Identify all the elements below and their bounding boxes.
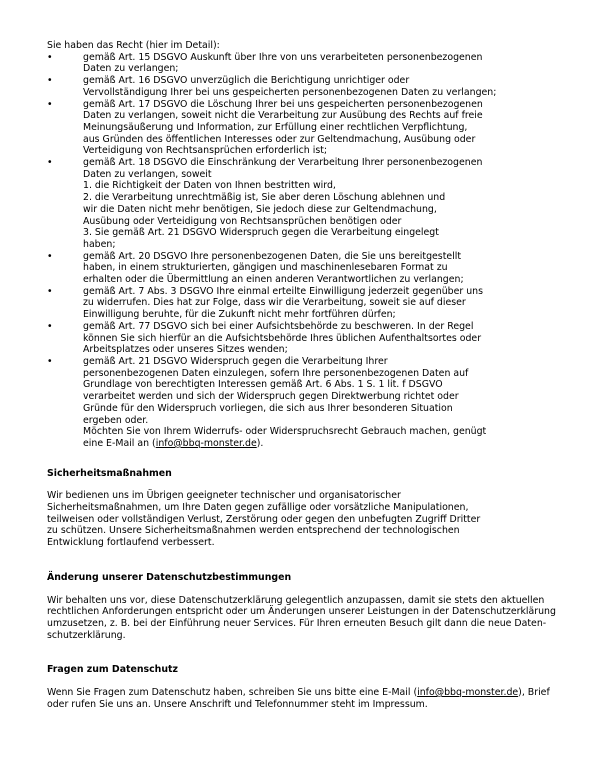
changes-text-line: umzusetzen, z. B. bei der Einführung neuer Services. Für Ihren erneuten Besuch gilt dann die neue Daten- <box>47 617 547 629</box>
rights-item-line: verarbeitet werden und sich der Widerspruch gegen Direktwerbung richtet oder <box>83 391 459 403</box>
security-text-line: Entwicklung fortlaufend verbessert. <box>47 537 215 549</box>
rights-item-line: gemäß Art. 21 DSGVO Widerspruch gegen die Verarbeitung Ihrer <box>83 355 388 367</box>
rights-list <box>47 52 567 450</box>
rights-item-line: Daten zu verlangen, soweit <box>83 168 212 180</box>
bullet-icon: • <box>47 98 53 110</box>
rights-item-line: Ausübung oder Verteidigung von Rechtsansprüchen benötigen oder <box>83 215 402 227</box>
questions-section <box>47 664 567 710</box>
rights-item <box>47 321 567 356</box>
security-text-line: zu schützen. Unsere Sicherheitsmaßnahmen werden entsprechend der technologischen <box>47 525 460 537</box>
rights-item-line: Möchten Sie von Ihrem Widerrufs- oder Widerspruchsrecht Gebrauch machen, genügt <box>83 426 487 438</box>
rights-item <box>47 75 567 98</box>
rights-item <box>47 356 567 450</box>
rights-item-line: aus Gründen des öffentlichen Interesses oder zur Geltendmachung, Ausübung oder <box>83 133 476 145</box>
rights-item-line: gemäß Art. 20 DSGVO Ihre personenbezogenen Daten, die Sie uns bereitgestellt <box>83 250 462 262</box>
rights-item-line: gemäß Art. 18 DSGVO die Einschränkung der Verarbeitung Ihrer personenbezogenen <box>83 157 483 169</box>
changes-section <box>47 572 567 642</box>
rights-email-link[interactable]: info@bbq-monster.de <box>155 437 257 449</box>
rights-item <box>47 99 567 158</box>
rights-item <box>47 251 567 286</box>
rights-item-line: 1. die Richtigkeit der Daten von Ihnen bestritten wird, <box>83 180 336 192</box>
rights-item-line: personenbezogenen Daten einzulegen, sofern Ihre personenbezogenen Daten auf <box>83 367 469 379</box>
rights-item-line: Daten zu verlangen; <box>83 63 179 75</box>
rights-item-line: ergeben oder. <box>83 414 149 426</box>
security-text-line: teilweisen oder vollständigen Verlust, Zerstörung oder gegen den unbefugten Zugriff Dritter <box>47 513 481 525</box>
bullet-icon: • <box>47 157 53 169</box>
bullet-icon: • <box>47 320 53 332</box>
rights-item <box>47 52 567 75</box>
questions-email-link[interactable]: info@bbq-monster.de <box>417 687 519 699</box>
bullet-icon: • <box>47 75 53 87</box>
rights-item <box>47 157 567 251</box>
rights-item-line: 2. die Verarbeitung unrechtmäßig ist, Sie aber deren Löschung ablehnen und <box>83 192 446 204</box>
rights-item-line: Meinungsäußerung und Information, zur Erfüllung einer rechtlichen Verpflichtung, <box>83 121 468 133</box>
changes-text-line: rechtlichen Anforderungen entspricht oder um Änderungen unserer Leistungen in der Datenschutzerklärung <box>47 606 556 618</box>
questions-heading: Fragen zum Datenschutz <box>47 664 178 676</box>
questions-line-1: Wenn Sie Fragen zum Datenschutz haben, schreiben Sie uns bitte eine E-Mail (info@bbq-monster.de), Brief <box>47 687 550 699</box>
rights-item-line: Gründe für den Widerspruch vorliegen, die sich aus Ihrer besonderen Situation <box>83 402 453 414</box>
rights-item-line: Verteidigung von Rechtsansprüchen erforderlich ist; <box>83 145 328 157</box>
rights-item-line: Einwilligung beruhte, für die Zukunft nicht mehr fortführen dürfen; <box>83 309 396 321</box>
questions-text <box>47 687 567 710</box>
security-heading: Sicherheitsmaßnahmen <box>47 467 172 479</box>
bullet-icon: • <box>47 285 53 297</box>
rights-item-line: erhalten oder die Übermittlung an einen anderen Verantwortlichen zu verlangen; <box>83 274 464 286</box>
rights-item <box>47 286 567 321</box>
bullet-icon: • <box>47 250 53 262</box>
rights-item-line: gemäß Art. 17 DSGVO die Löschung Ihrer bei uns gespeicherten personenbezogenen <box>83 98 483 110</box>
changes-heading: Änderung unserer Datenschutzbestimmungen <box>47 571 292 583</box>
security-text-line: Sicherheitsmaßnahmen, um Ihre Daten gegen zufällige oder vorsätzliche Manipulationen, <box>47 502 469 514</box>
questions-line-2: oder rufen Sie uns an. Unsere Anschrift und Telefonnummer steht im Impressum. <box>47 698 428 710</box>
changes-text <box>47 595 567 642</box>
security-text-line: Wir bedienen uns im Übrigen geeigneter technischer und organisatorischer <box>47 490 401 502</box>
rights-item-line: zu widerrufen. Dies hat zur Folge, dass wir die Verarbeitung, soweit sie auf dieser <box>83 297 466 309</box>
rights-item-line: gemäß Art. 77 DSGVO sich bei einer Aufsichtsbehörde zu beschweren. In der Regel <box>83 320 474 332</box>
rights-item-line: können Sie sich hierfür an die Aufsichtsbehörde Ihres üblichen Aufenthaltsortes oder <box>83 332 482 344</box>
bullet-icon: • <box>47 355 53 367</box>
security-section <box>47 468 567 549</box>
rights-item-line: gemäß Art. 7 Abs. 3 DSGVO Ihre einmal erteilte Einwilligung jederzeit gegenüber uns <box>83 285 483 297</box>
rights-item-line: Daten zu verlangen, soweit nicht die Verarbeitung zur Ausübung des Rechts auf freie <box>83 110 483 122</box>
changes-text-line: schutzerklärung. <box>47 629 126 641</box>
rights-intro: Sie haben das Recht (hier im Detail): <box>47 40 220 51</box>
rights-item-line: Grundlage von berechtigten Interessen gemäß Art. 6 Abs. 1 S. 1 lit. f DSGVO <box>83 379 443 391</box>
rights-item-line: 3. Sie gemäß Art. 21 DSGVO Widerspruch gegen die Verarbeitung eingelegt <box>83 227 439 239</box>
rights-item-line: Vervollständigung Ihrer bei uns gespeicherten personenbezogenen Daten zu verlangen; <box>83 86 497 98</box>
rights-item-line: wir die Daten nicht mehr benötigen, Sie jedoch diese zur Geltendmachung, <box>83 203 437 215</box>
rights-item-line: haben, in einem strukturierten, gängigen und maschinenlesebaren Format zu <box>83 262 448 274</box>
rights-item-line: gemäß Art. 15 DSGVO Auskunft über Ihre von uns verarbeiteten personenbezogenen <box>83 51 483 63</box>
rights-item-line: haben; <box>83 238 116 250</box>
rights-email-line: eine E-Mail an (info@bbq-monster.de). <box>83 437 264 449</box>
rights-item-line: Arbeitsplatzes oder unseres Sitzes wenden; <box>83 344 288 356</box>
changes-text-line: Wir behalten uns vor, diese Datenschutzerklärung gelegentlich anzupassen, damit sie stets den aktuellen <box>47 594 545 606</box>
security-text <box>47 490 567 549</box>
bullet-icon: • <box>47 51 53 63</box>
rights-item-line: gemäß Art. 16 DSGVO unverzüglich die Berichtigung unrichtiger oder <box>83 75 410 87</box>
